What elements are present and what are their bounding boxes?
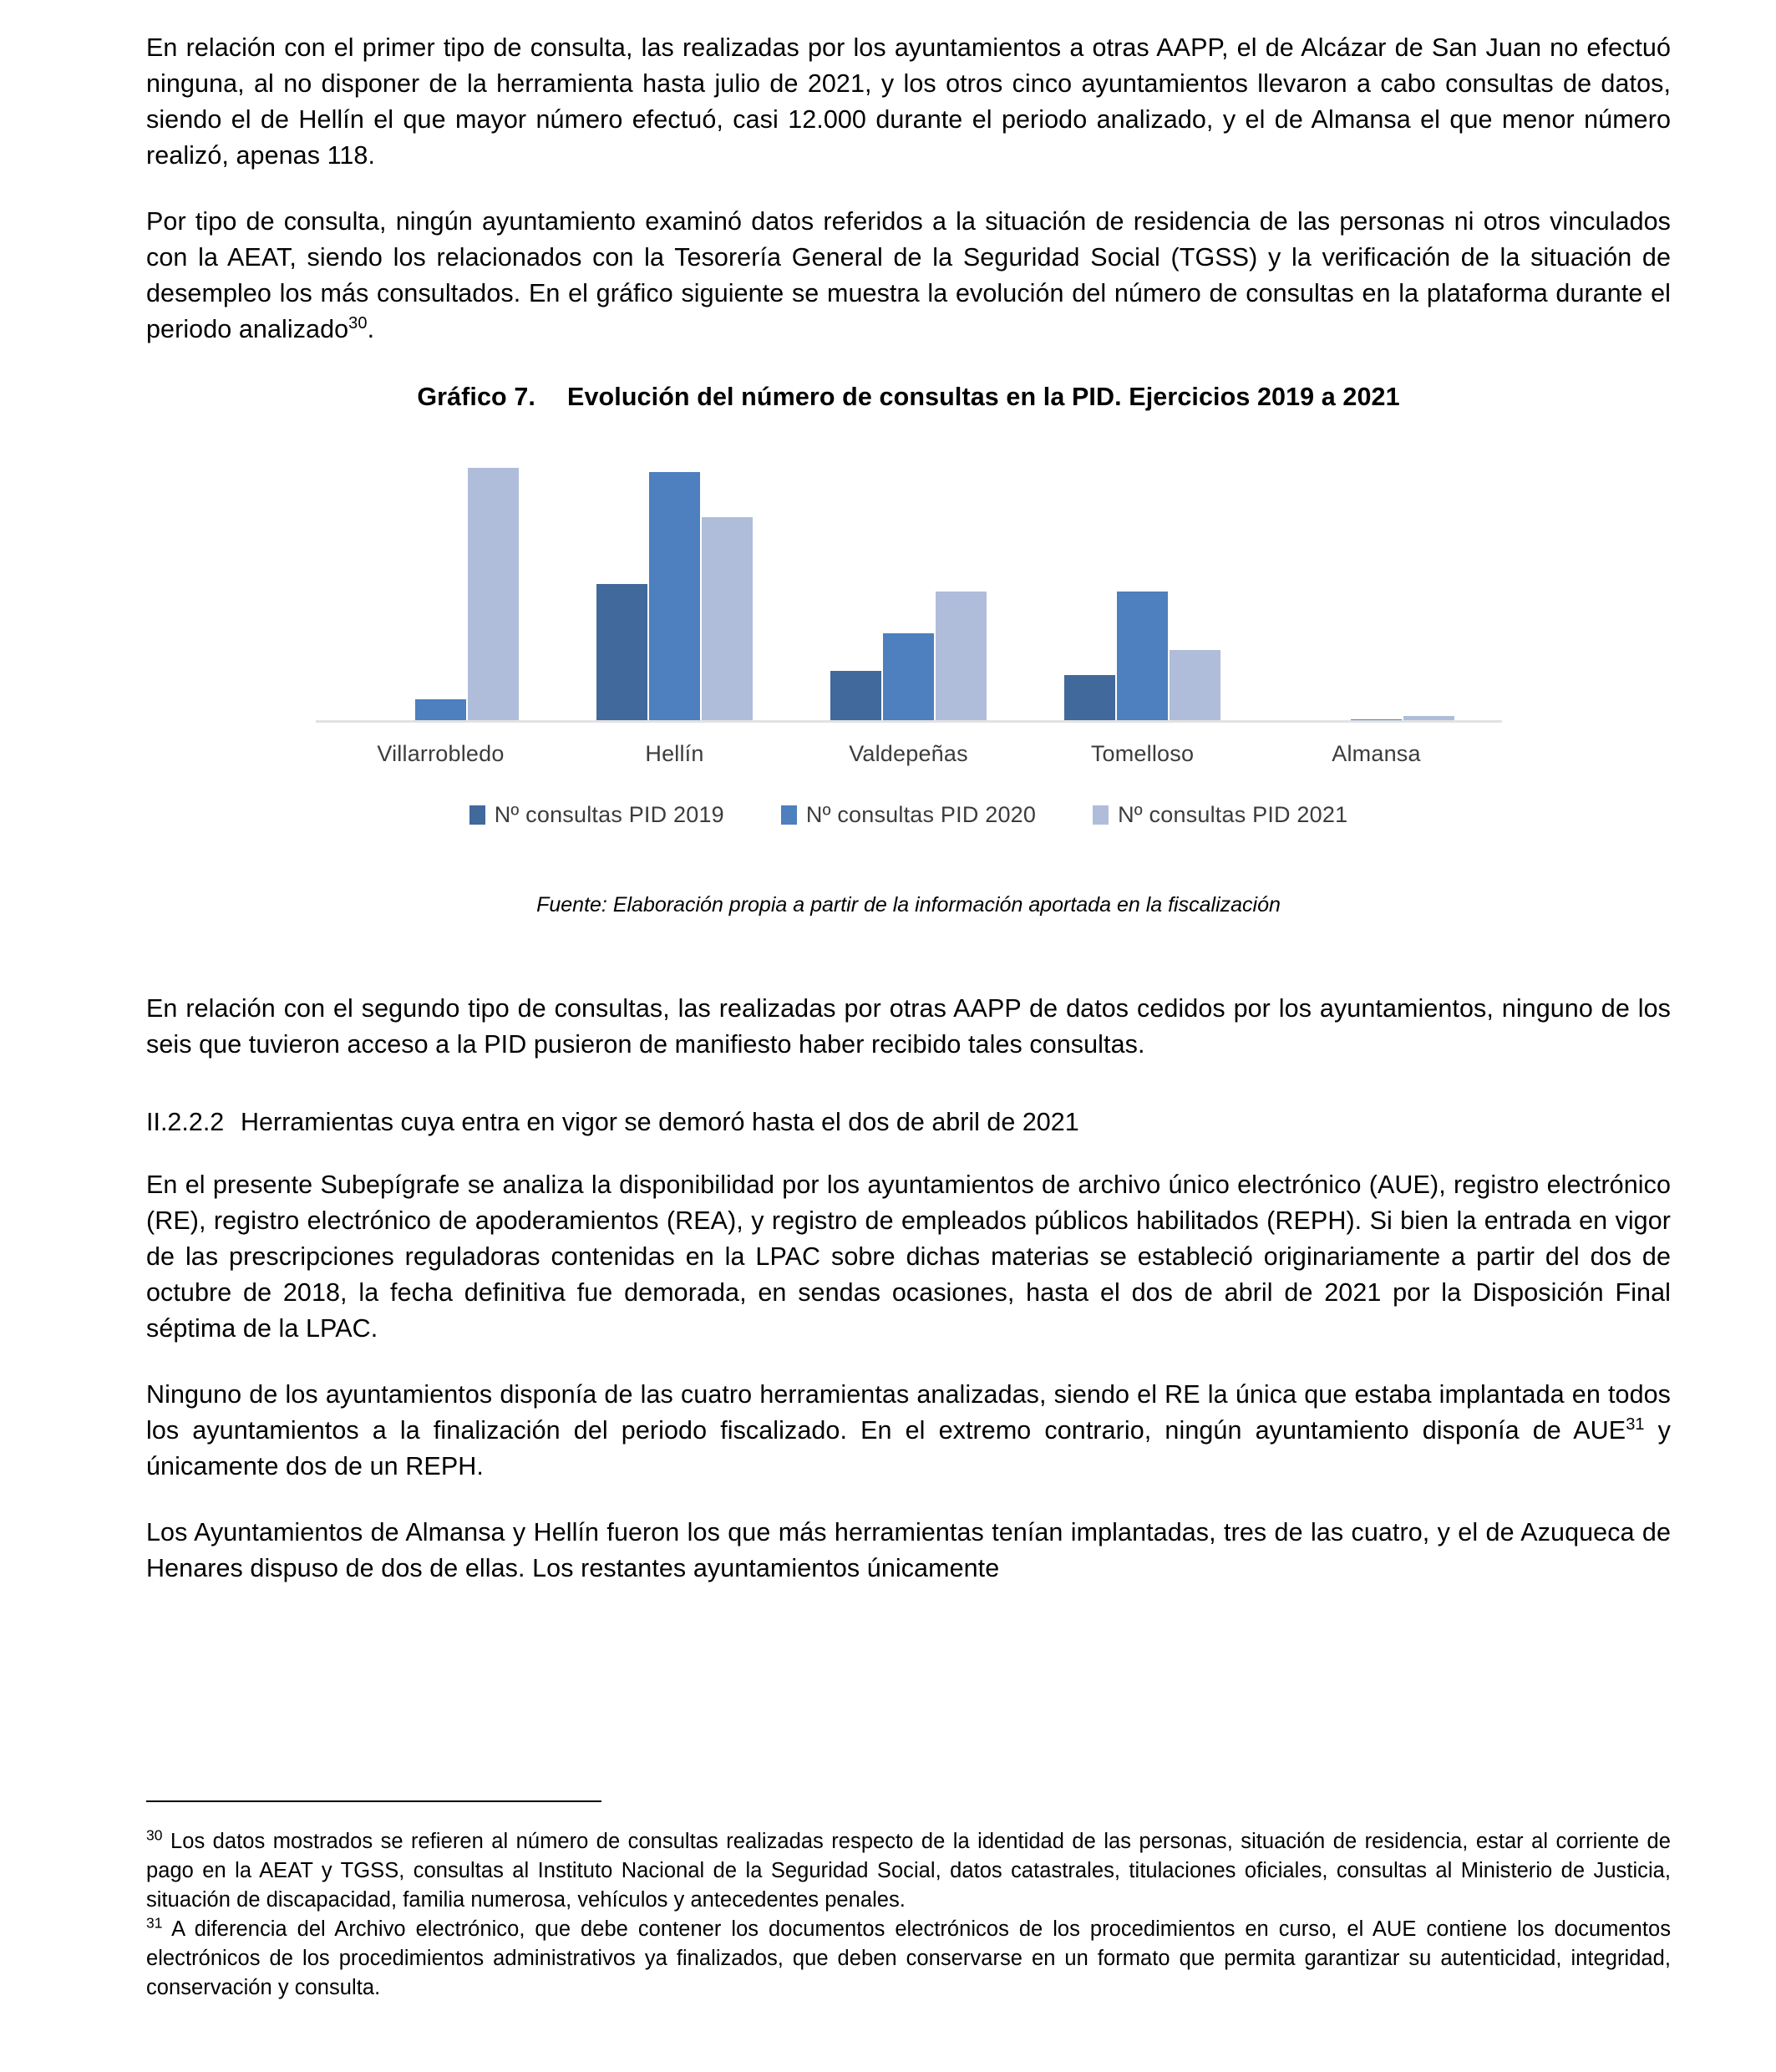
footnote-30-marker: 30 — [146, 1826, 163, 1844]
paragraph-2 — [146, 204, 1671, 348]
legend-item[interactable] — [781, 802, 1036, 828]
footnote-separator-rule — [146, 1800, 601, 1802]
footnote-ref-30[interactable]: 30 — [348, 313, 368, 333]
bar — [415, 699, 466, 720]
category-label: Tomelloso — [1090, 741, 1195, 766]
chart-category-axis — [316, 741, 1502, 767]
footnote-30 — [146, 1827, 1671, 1915]
chart-plot-area — [316, 447, 1502, 723]
figure-caption: Evolución del número de consultas en la PID. Ejercicios 2019 a 2021 — [567, 383, 1400, 411]
paragraph-5-text: Ninguno de los ayuntamientos disponía de las cuatro herramientas analizadas, siendo el RE la única que estaba implantada en todos los ayuntamientos a la finalización del periodo fiscalizado. En el extremo contrario, ningún ayuntamiento disponía de AUE — [146, 1380, 1671, 1445]
footnote-30-text: Los datos mostrados se refieren al número de consultas realizadas respecto de la identidad de las personas, situación de residencia, estar al corriente de pago en la AEAT y TGSS, consultas al Instituto Nacional de la Seguridad Social, datos catastrales, titulaciones oficiales, consultas al Ministerio de Justicia, situación de discapacidad, familia numerosa, vehículos y antecedentes penales. — [146, 1830, 1672, 1912]
paragraph-2-text: Por tipo de consulta, ningún ayuntamiento examinó datos referidos a la situación de residencia de las personas ni otros vinculados con la AEAT, siendo los relacionados con la Tesorería General de la Seguridad Social (TGSS) y la verificación de la situación de desempleo los más consultados. En el gráfico siguiente se muestra la evolución del número de consultas en la plataforma durante el periodo analizado — [146, 207, 1671, 343]
bar — [1117, 592, 1168, 720]
paragraph-3: En relación con el segundo tipo de consultas, las realizadas por otras AAPP de datos cedidos por los ayuntamientos, ninguno de los seis que tuvieron acceso a la PID pusieron de manifiesto haber recibido tales consultas. — [146, 994, 1671, 1059]
paragraph-2-tail: . — [367, 315, 375, 343]
bar — [936, 592, 987, 720]
bar — [468, 468, 519, 720]
bar — [830, 671, 881, 720]
figure-source-note: Fuente: Elaboración propia a partir de la información aportada en la fiscalización — [536, 893, 1281, 917]
footnotes-block — [146, 1800, 1671, 2003]
bar — [596, 584, 647, 721]
bar — [1351, 719, 1402, 720]
legend-item[interactable] — [469, 802, 724, 828]
bar-group — [1260, 447, 1494, 720]
figure-label: Gráfico 7. — [417, 383, 536, 411]
legend-label: Nº consultas PID 2019 — [494, 802, 724, 827]
category-label: Almansa — [1332, 741, 1421, 766]
legend-swatch-icon — [781, 805, 797, 825]
chart-legend — [316, 802, 1502, 828]
bar — [649, 472, 700, 720]
bar — [1064, 675, 1115, 721]
section-heading — [146, 1108, 1671, 1137]
bar-group — [324, 447, 558, 720]
bar-group — [558, 447, 792, 720]
paragraph-4: En el presente Subepígrafe se analiza la disponibilidad por los ayuntamientos de archivo único electrónico (AUE), registro electrónico (RE), registro electrónico de apoderamientos (REA), y registro de empleados públicos habilitados (REPH). Si bien la entrada en vigor de las prescripciones reguladoras contenidas en la LPAC sobre dichas materias se estableció originariamente a partir del dos de octubre de 2018, la fecha definitiva fue demorada, en sendas ocasiones, hasta el dos de abril de 2021 por la Disposición Final séptima de la LPAC. — [146, 1171, 1671, 1343]
category-label: Hellín — [645, 741, 704, 766]
bar — [702, 517, 753, 720]
legend-item[interactable] — [1093, 802, 1347, 828]
paragraph-5 — [146, 1377, 1671, 1485]
footnote-31-marker: 31 — [146, 1914, 163, 1932]
bar — [1170, 650, 1220, 720]
bar-group — [1026, 447, 1260, 720]
figure-title — [146, 383, 1671, 412]
legend-swatch-icon — [1093, 805, 1109, 825]
footnote-ref-31[interactable]: 31 — [1626, 1414, 1645, 1434]
bar — [883, 633, 934, 720]
section-title: Herramientas cuya entra en vigor se demoró hasta el dos de abril de 2021 — [241, 1108, 1079, 1136]
paragraph-1: En relación con el primer tipo de consulta, las realizadas por los ayuntamientos a otras AAPP, el de Alcázar de San Juan no efectuó ninguna, al no disponer de la herramienta hasta julio de 2021, y los otros cinco ayuntamientos llevaron a cabo consultas de datos, siendo el de Hellín el que mayor número efectuó, casi 12.000 durante el periodo analizado, y el de Almansa el que menor número realizó, apenas 118. — [146, 33, 1671, 170]
legend-swatch-icon — [469, 805, 485, 825]
category-label: Valdepeñas — [849, 741, 968, 766]
legend-label: Nº consultas PID 2020 — [805, 802, 1037, 827]
document-body — [146, 30, 1671, 1587]
bar-chart — [316, 447, 1502, 828]
legend-label: Nº consultas PID 2021 — [1118, 802, 1348, 827]
bar-group — [792, 447, 1026, 720]
paragraph-5-tail: y únicamente dos de un REPH. — [146, 1416, 1671, 1480]
paragraph-6: Los Ayuntamientos de Almansa y Hellín fueron los que más herramientas tenían implantadas, tres de las cuatro, y el de Azuqueca de Henares dispuso de dos de ellas. Los restantes ayuntamientos únicamente — [146, 1518, 1671, 1582]
footnote-31 — [146, 1915, 1671, 2003]
figure-grafico-7 — [146, 383, 1671, 917]
footnote-31-text: A diferencia del Archivo electrónico, que debe contener los documentos electrónicos de los procedimientos en curso, el AUE contiene los documentos electrónicos de los procedimientos administrativos ya finalizados, que deben conservarse en un formato que permita garantizar su autenticidad, integridad, conservación y consulta. — [146, 1917, 1671, 1999]
category-label: Villarrobledo — [377, 741, 505, 766]
bar — [1403, 716, 1454, 720]
section-number: II.2.2.2 — [146, 1108, 225, 1136]
